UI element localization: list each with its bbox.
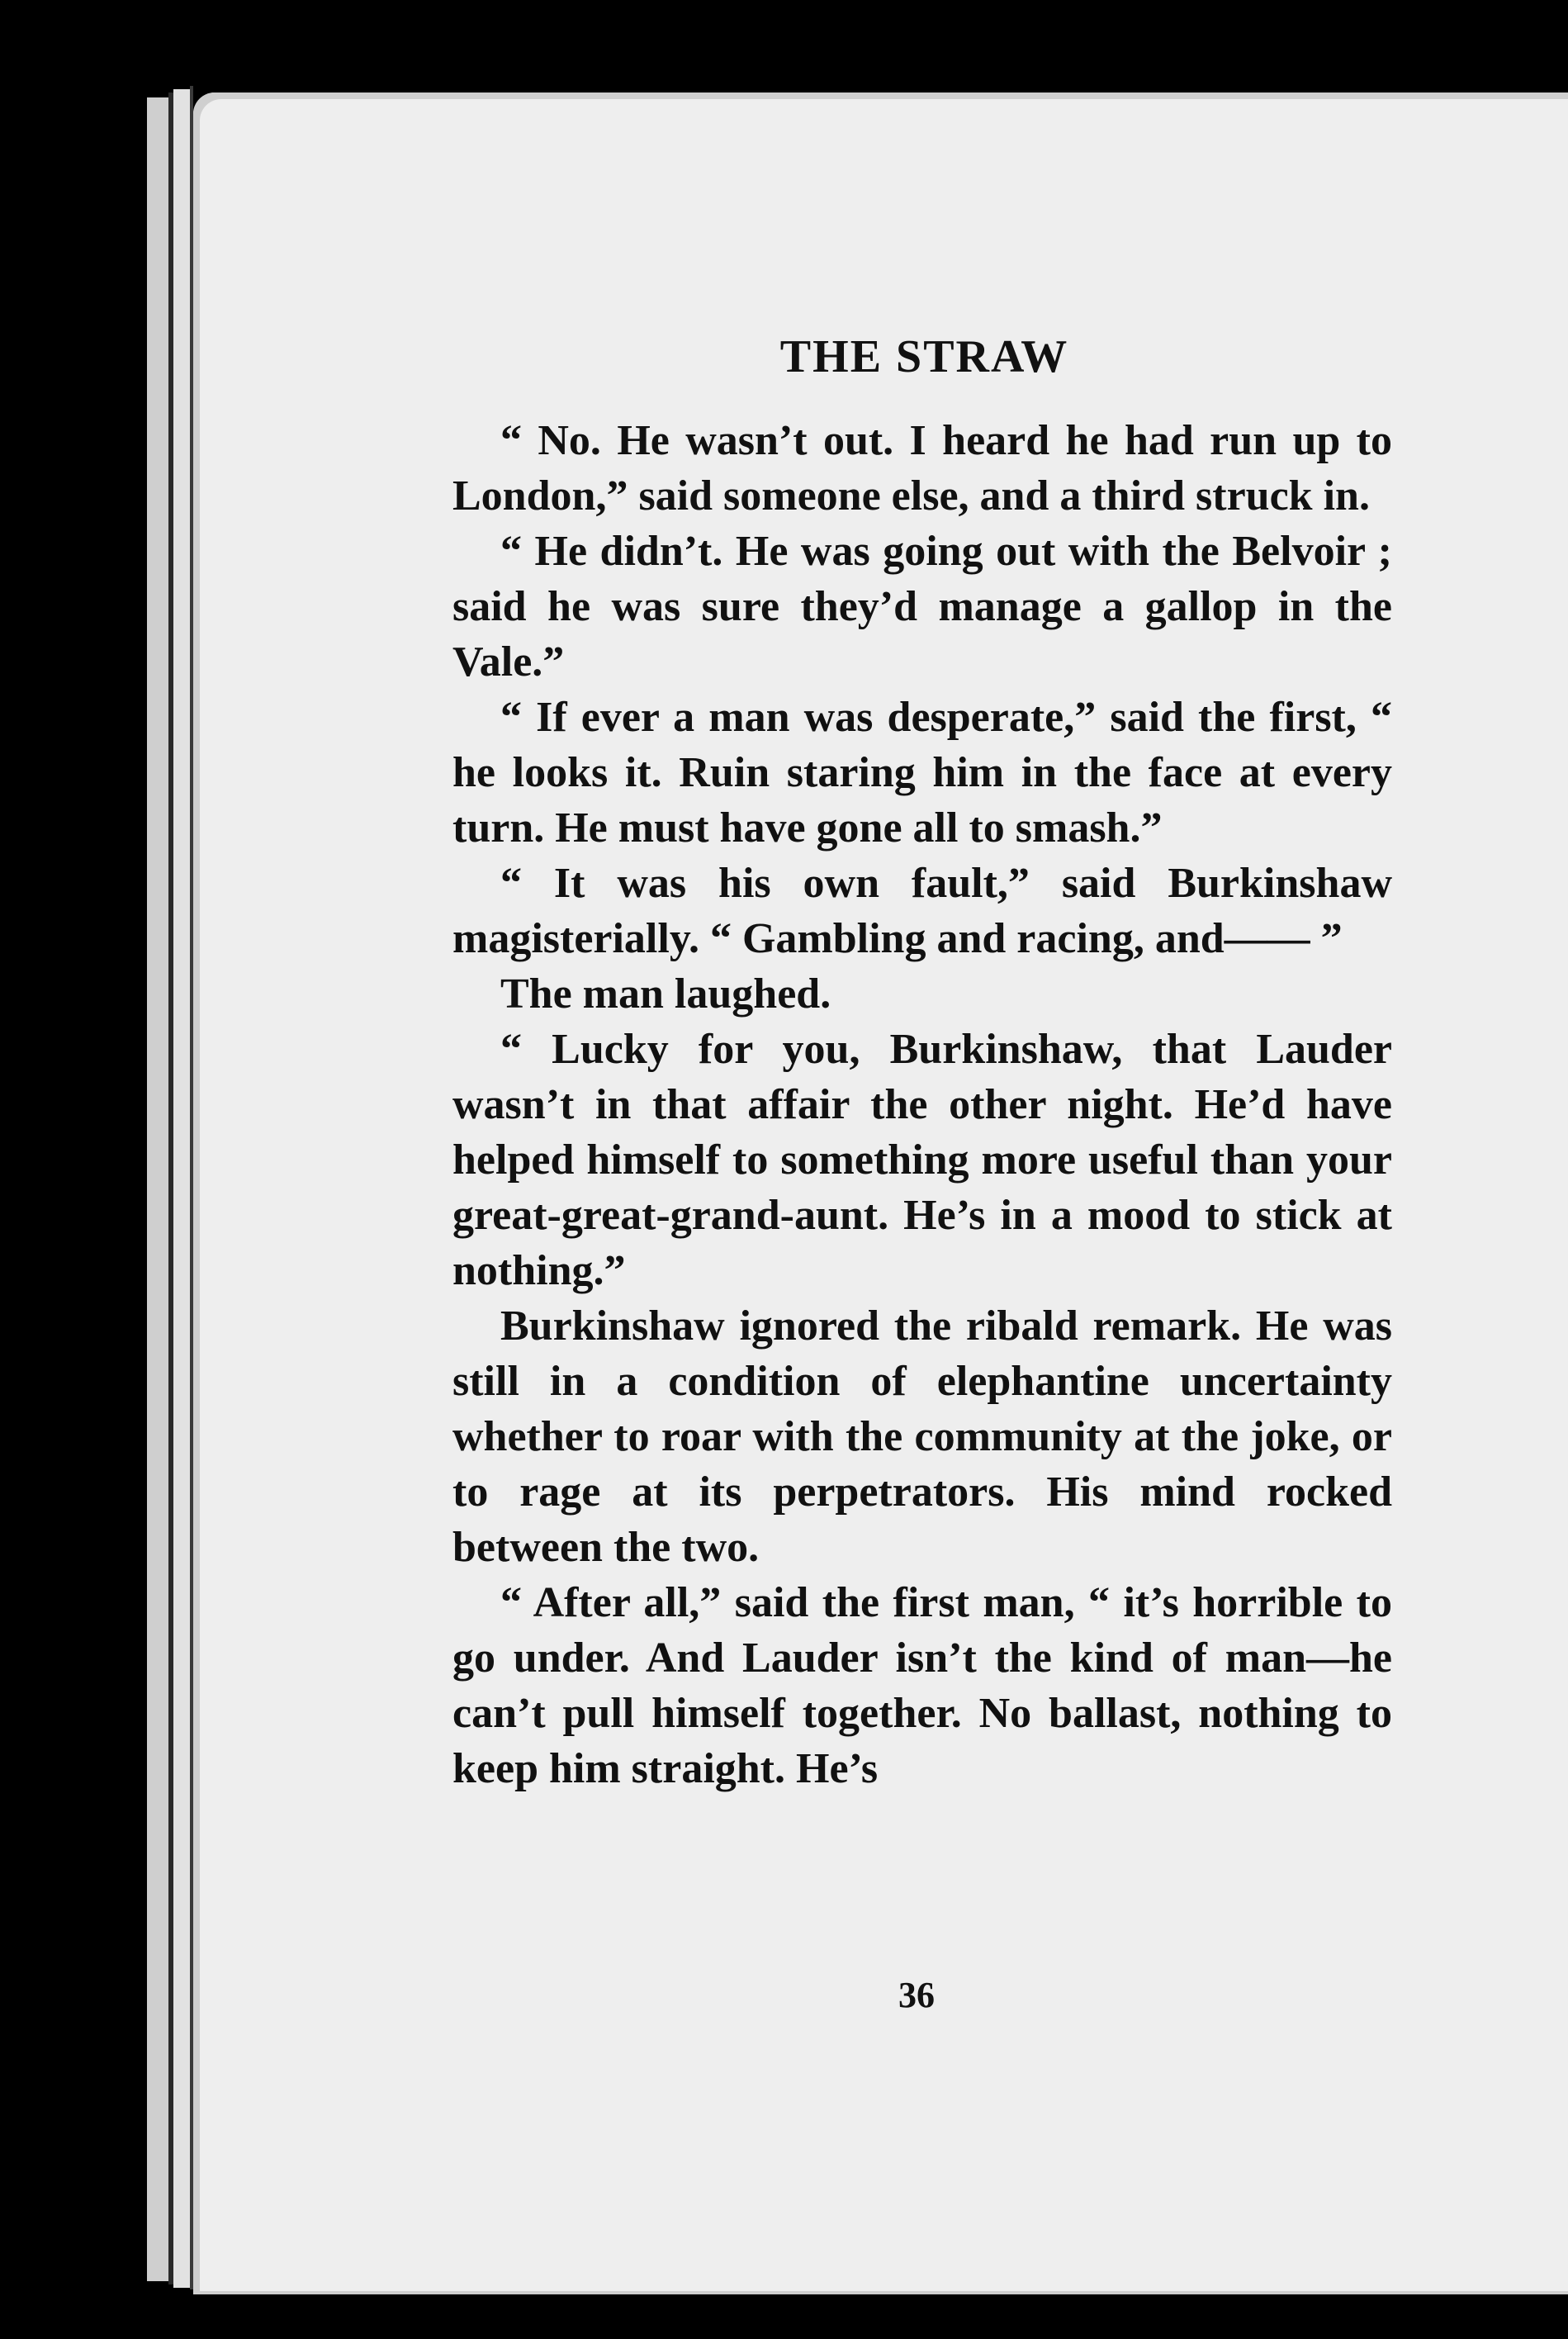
page-number: 36 [898,1975,935,2015]
body-text [452,413,1392,1796]
paragraph: “ He didn’t. He was going out with the Belvoir ; said he was sure they’d manage a gallop in the Vale.” [452,528,1392,686]
paragraph: “ No. He wasn’t out. I heard he had run up to London,” said someone else, and a third struck in. [452,417,1392,520]
paragraph: Burkinshaw ignored the ribald remark. He was still in a condition of elephantine uncertainty whether to roar with the community at the joke, or to rage at its perpetrators. His mind rocked between the two. [452,1302,1392,1571]
paragraph: “ After all,” said the first man, “ it’s horrible to go under. And Lauder isn’t the kind of man—he can’t pull himself together. No ballast, nothing to keep him straight. He’s [452,1579,1392,1792]
paragraph: “ It was his own fault,” said Burkinshaw magisterially. “ Gambling and racing, and—— ” [452,860,1392,962]
paragraph: “ Lucky for you, Burkinshaw, that Lauder wasn’t in that affair the other night. He’d have helped himself to something more useful than your great-great-grand-aunt. He’s in a mood to stick at nothing.” [452,1026,1392,1294]
page-edge [147,97,168,2281]
paragraph: The man laughed. [500,970,831,1018]
paragraph: “ If ever a man was desperate,” said the first, “ he looks it. Ruin staring him in the face at every turn. He must have gone all to smash.” [452,694,1392,852]
running-head: THE STRAW [779,331,1069,382]
page-edge [173,89,190,2288]
